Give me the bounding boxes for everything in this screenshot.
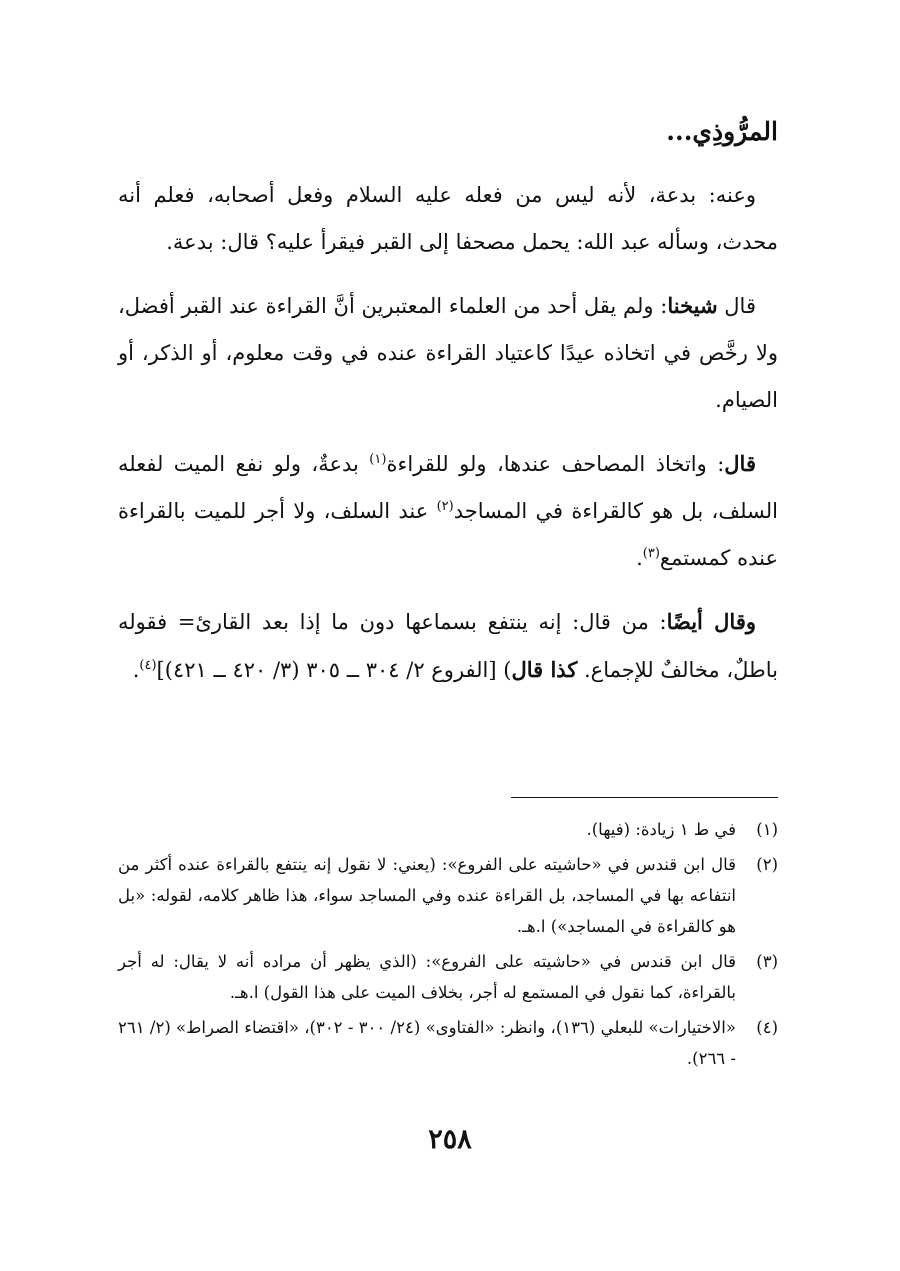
section-heading: المرُّوذِي... [666, 117, 778, 146]
paragraph-2-bold: شيخنا [667, 293, 718, 318]
footnote-marker-1[interactable]: (١) [369, 452, 387, 467]
paragraph-4-text-c: . [132, 658, 140, 682]
footnote-2 [118, 849, 778, 942]
footnote-text: في ط ١ زيادة: (فيها). [586, 820, 736, 839]
footnote-number: (٤) [756, 1018, 778, 1037]
paragraph-1: وعنه: بدعة، لأنه ليس من فعله عليه السلام وفعل أصحابه، فعلم أنه محدث، وسأله عبد الله: يحمل مصحفا إلى القبر فيقرأ عليه؟ قال: بدعة. [118, 183, 778, 254]
footnotes [118, 814, 778, 1078]
paragraph-2-text: : ولم يقل أحد من العلماء المعتبرين أنَّ القراءة عند القبر أفضل، ولا رخَّص في اتخاذه عيدًا كاعتياد القراءة عنده في وقت معلوم، أو الذكر، أو الصيام. [118, 294, 778, 412]
footnote-number: (١) [756, 820, 778, 839]
footnote-text: «الاختيارات» للبعلي (١٣٦)، وانظر: «الفتاوى» (٢٤/ ٣٠٠ - ٣٠٢)، «اقتضاء الصراط» (٢/ ٢٦١ - ٢٦٦). [118, 1018, 736, 1068]
paragraph-3-text-c: عند السلف، ولا أجر للميت بالقراءة عنده كمستمع [118, 499, 778, 570]
footnote-text: قال ابن قندس في «حاشيته على الفروع»: (يعني: لا نقول إنه ينتفع بالقراءة عنده أكثر من انتفاعه بها في المساجد، بل القراءة عنده وفي المساجد سواء، هذا ظاهر كلامه، لقوله: «بل هو كالقراءة في المساجد») ا.هـ. [118, 855, 736, 936]
footnote-text: قال ابن قندس في «حاشيته على الفروع»: (الذي يظهر أن مراده أنه لا يقال: له أجر بالقراءة، كما نقول في المستمع له أجر، بخلاف الميت على هذا القول) ا.هـ. [118, 952, 736, 1002]
paragraph-4-text-b: ) [الفروع ٢/ ٣٠٤ ــ ٣٠٥ (٣/ ٤٢٠ ــ ٤٢١)] [156, 658, 512, 682]
paragraph-3 [118, 440, 778, 582]
paragraph-4 [118, 598, 778, 694]
footnote-number: (٢) [756, 855, 778, 874]
page-number: ٢٥٨ [428, 1124, 472, 1155]
footnote-marker-4[interactable]: (٤) [139, 658, 157, 673]
footnote-3 [118, 946, 778, 1008]
main-text [118, 172, 778, 710]
paragraph-2 [118, 282, 778, 424]
footnote-number: (٣) [756, 952, 778, 971]
paragraph-4-text-a: : من قال: إنه ينتفع بسماعها دون ما إذا بعد القارئ= فقوله باطلٌ، مخالفٌ للإجماع. [118, 610, 778, 682]
footnote-marker-2[interactable]: (٢) [436, 499, 454, 514]
footnote-4 [118, 1012, 778, 1074]
paragraph-3-bold: قال [724, 451, 756, 476]
paragraph-2-lead: قال [717, 294, 756, 318]
paragraph-3-text-a: : واتخاذ المصاحف عندها، ولو للقراءة [386, 452, 725, 476]
footnote-divider [511, 797, 778, 798]
paragraph-4-bold: وقال أيضًا [666, 609, 757, 634]
footnote-marker-3[interactable]: (٣) [642, 546, 660, 561]
paragraph-3-text-d: . [636, 546, 643, 570]
footnote-1 [118, 814, 778, 845]
paragraph-4-bold-2: كذا قال [511, 657, 578, 682]
paragraph-3-text-b: بدعةٌ، ولو نفع الميت لفعله السلف، بل هو كالقراءة في المساجد [118, 452, 778, 523]
